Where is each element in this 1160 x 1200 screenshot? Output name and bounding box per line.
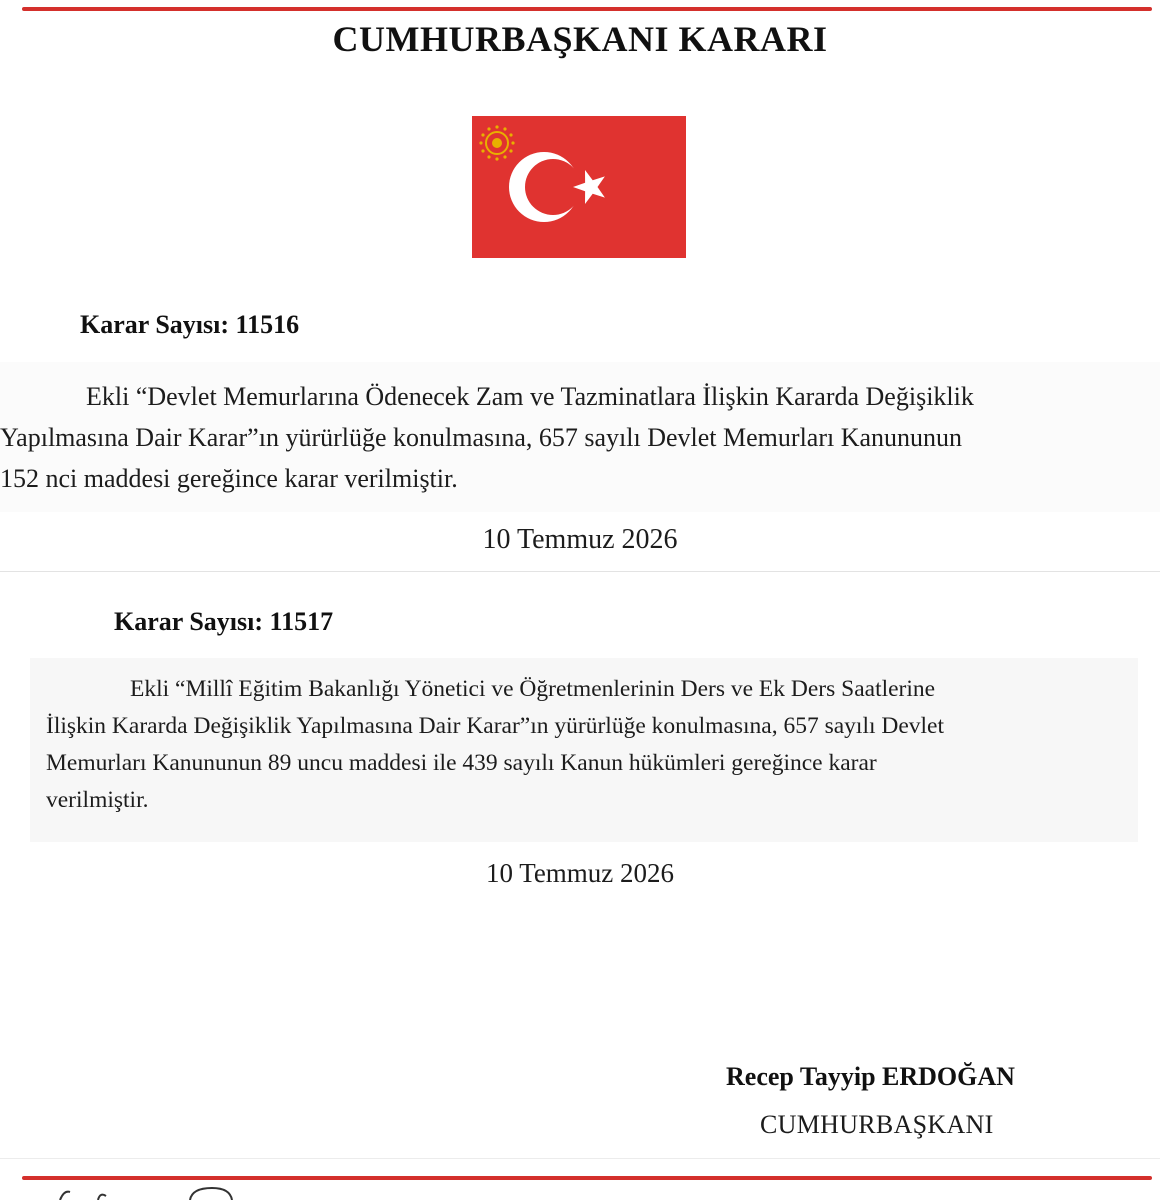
bottom-divider: [0, 1158, 1160, 1159]
paragraph-line: Memurları Kanununun 89 uncu maddesi ile 439 sayılı Kanun hükümleri gereğince karar: [46, 750, 877, 776]
paragraph-line: Ekli “Devlet Memurlarına Ödenecek Zam ve Tazminatlara İlişkin Kararda Değişiklik: [86, 382, 974, 411]
decision-date: 10 Temmuz 2026: [485, 858, 675, 888]
decision-number: Karar Sayısı: 11517: [114, 607, 334, 636]
cropped-glyph-fragments: [40, 1186, 240, 1200]
bottom-red-rule: [22, 1176, 1152, 1180]
decision-date: 10 Temmuz 2026: [482, 524, 678, 555]
decision-text-block: [0, 362, 1160, 512]
paragraph-line: Ekli “Millî Eğitim Bakanlığı Yönetici ve Öğretmenlerinin Ders ve Ek Ders Saatlerine: [130, 676, 936, 702]
signatory-name: Recep Tayyip ERDOĞAN: [726, 1062, 1015, 1091]
signatory-title: CUMHURBAŞKANI: [760, 1110, 994, 1139]
paragraph-line: 152 nci maddesi gereğince karar verilmiştir.: [0, 464, 458, 493]
top-red-rule: [22, 7, 1152, 11]
decision-text-block: [30, 658, 1138, 842]
paragraph-line: Yapılmasına Dair Karar”ın yürürlüğe konulmasına, 657 sayılı Devlet Memurları Kanununun: [0, 423, 963, 452]
turkish-flag-emblem: [472, 116, 686, 258]
section-divider: [0, 571, 1160, 572]
decision-number: Karar Sayısı: 11516: [80, 310, 300, 339]
paragraph-line: verilmiştir.: [46, 787, 149, 813]
paragraph-line: İlişkin Kararda Değişiklik Yapılmasına Dair Karar”ın yürürlüğe konulmasına, 657 sayılı Devlet: [46, 713, 945, 739]
document-title: CUMHURBAŞKANI KARARI: [332, 19, 828, 59]
